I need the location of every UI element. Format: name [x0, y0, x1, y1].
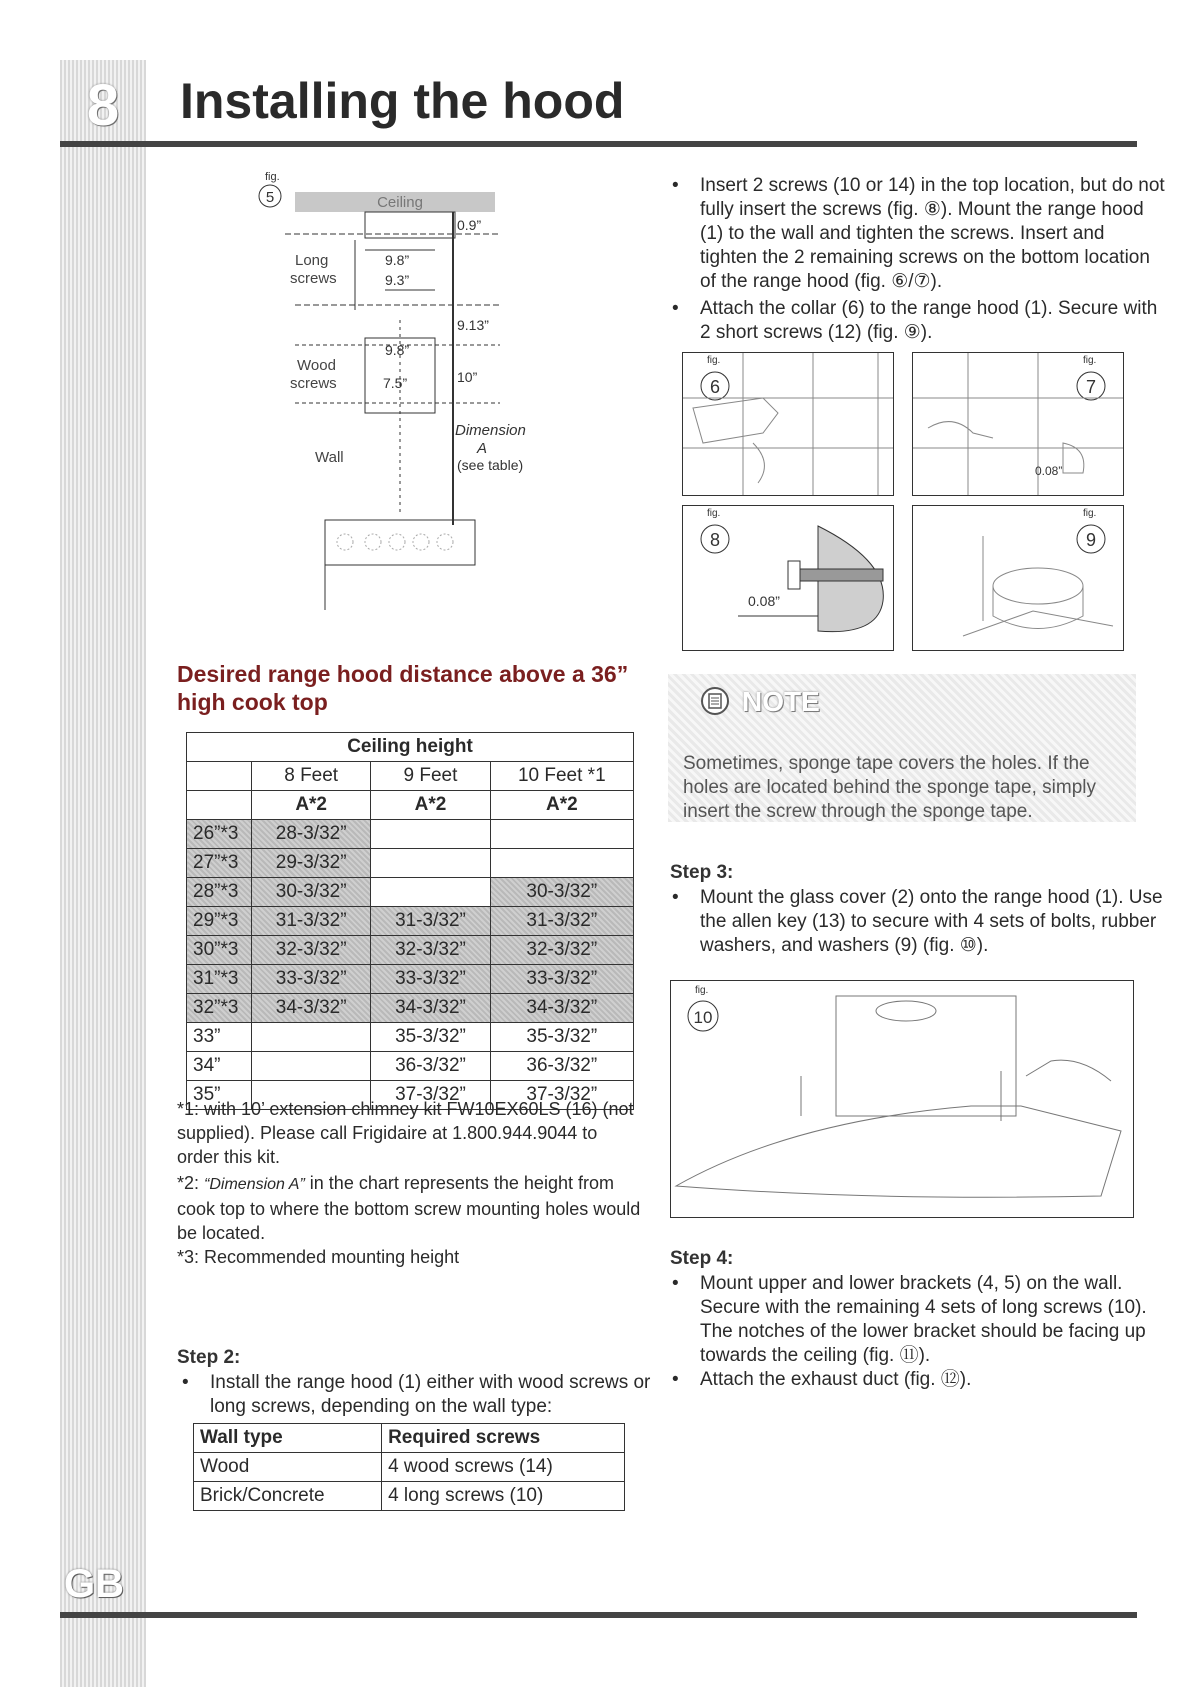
note-title: NOTE	[742, 686, 820, 717]
fig8-label: fig.	[707, 508, 721, 519]
value-cell	[252, 1023, 371, 1052]
fig9-number: 9	[1085, 530, 1097, 550]
step4-title: Step 4:	[670, 1248, 734, 1269]
note-text: Sometimes, sponge tape covers the holes. If the holes are located behind the sponge tape, simply insert the screw through the sponge tape.	[683, 753, 1096, 822]
fig8-dim: 0.08”	[748, 593, 780, 609]
distance-table	[186, 732, 634, 1110]
fig10-label: fig.	[695, 985, 709, 996]
a-label: A*2	[490, 791, 633, 820]
table-row	[187, 994, 634, 1023]
value-cell: 34-3/32”	[252, 994, 371, 1023]
col-header: 10 Feet *1	[490, 762, 633, 791]
table-row	[187, 820, 634, 849]
dim-93: 9.3”	[385, 272, 410, 288]
page-title: Installing the hood	[180, 73, 625, 129]
value-cell	[371, 820, 490, 849]
fig10-glass-cover-illustration	[671, 981, 1133, 1217]
language-label: GB	[64, 1562, 124, 1606]
attach-collar-bullet: • Attach the collar (6) to the range hood (1). Secure with 2 short screws (12) (fig. ⑨).	[670, 297, 1165, 345]
step3-title: Step 3:	[670, 862, 734, 883]
height-cell: 32”*3	[187, 994, 252, 1023]
table-row	[187, 762, 634, 791]
table-row	[194, 1424, 625, 1453]
table-row	[194, 1453, 625, 1482]
note-icon	[700, 686, 730, 716]
col-header: 9 Feet	[371, 762, 490, 791]
footnote-2	[177, 1171, 642, 1245]
value-cell: 28-3/32”	[252, 820, 371, 849]
fig6-number: 6	[709, 377, 721, 397]
dimension-label-2: A	[477, 440, 488, 457]
table-row	[187, 1023, 634, 1052]
wall-label: Wall	[315, 449, 344, 466]
a-label: A*2	[252, 791, 371, 820]
table-row	[187, 791, 634, 820]
height-cell: 31”*3	[187, 965, 252, 994]
table-cell: Brick/Concrete	[194, 1482, 382, 1511]
table-cell: 4 wood screws (14)	[382, 1453, 625, 1482]
value-cell: 32-3/32”	[371, 936, 490, 965]
table-cell: Wood	[194, 1453, 382, 1482]
value-cell	[371, 849, 490, 878]
a-label: A*2	[371, 791, 490, 820]
footnote-1: *1: with 10’ extension chimney kit FW10EX60LS (16) (not supplied). Please call Frigidaire at 1.800.944.9044 to order this kit.	[177, 1099, 634, 1167]
table-row	[187, 907, 634, 936]
footnote-2-prefix: *2:	[177, 1173, 205, 1193]
dimension-label-1: Dimension	[455, 422, 526, 439]
table-row	[187, 965, 634, 994]
height-cell: 26”*3	[187, 820, 252, 849]
value-cell: 33-3/32”	[490, 965, 633, 994]
table-row	[187, 936, 634, 965]
fig5-number: 5	[265, 189, 275, 206]
fig7-screwdriver-illustration	[913, 353, 1123, 495]
dim-09: 0.9”	[457, 217, 482, 233]
fig9-collar-illustration	[913, 506, 1123, 650]
fig9-panel	[912, 505, 1124, 651]
table-row	[187, 733, 634, 762]
wood-screws-1: Wood	[297, 357, 336, 374]
ceiling-label: Ceiling	[377, 194, 423, 211]
distance-heading: Desired range hood distance above a 36” high cook top	[177, 661, 629, 715]
dim-98-top: 9.8”	[385, 252, 410, 268]
wall-type-header: Wall type	[194, 1424, 382, 1453]
value-cell: 34-3/32”	[490, 994, 633, 1023]
long-screws-1: Long	[295, 252, 329, 269]
value-cell: 32-3/32”	[252, 936, 371, 965]
value-cell: 37-3/32”	[371, 1081, 490, 1110]
footnote-3: *3: Recommended mounting height	[177, 1247, 460, 1267]
fig5-dimension-diagram	[235, 170, 595, 620]
value-cell: 34-3/32”	[371, 994, 490, 1023]
height-cell: 33”	[187, 1023, 252, 1052]
long-screws-2: screws	[290, 270, 337, 287]
table-row	[187, 1052, 634, 1081]
height-cell: 27”*3	[187, 849, 252, 878]
dim-10: 10”	[457, 369, 478, 385]
value-cell: 33-3/32”	[252, 965, 371, 994]
fig8-number: 8	[709, 530, 721, 550]
insert-screws-bullet: • Insert 2 screws (10 or 14) in the top location, but do not fully insert the screws (fig. ⑧). Mount the range hood (1) to the wall and tighten the screws. Insert and tighten the 2 remaining screws on the bottom location of the range hood (fig. ⑥/⑦).	[670, 174, 1165, 294]
value-cell	[490, 820, 633, 849]
sidebar-band	[60, 60, 146, 1687]
fig9-label: fig.	[1083, 508, 1097, 519]
value-cell: 36-3/32”	[371, 1052, 490, 1081]
table-row	[194, 1482, 625, 1511]
dim-75: 7.5”	[383, 375, 408, 391]
height-cell: 30”*3	[187, 936, 252, 965]
table-row	[187, 849, 634, 878]
dim-913: 9.13”	[457, 317, 489, 333]
fig10-panel	[670, 980, 1134, 1218]
fig7-dim: 0.08”	[1035, 464, 1063, 478]
step2-title: Step 2:	[177, 1347, 241, 1368]
value-cell: 37-3/32”	[490, 1081, 633, 1110]
value-cell: 33-3/32”	[371, 965, 490, 994]
value-cell: 30-3/32”	[252, 878, 371, 907]
value-cell: 31-3/32”	[490, 907, 633, 936]
col-header: 8 Feet	[252, 762, 371, 791]
value-cell: 31-3/32”	[371, 907, 490, 936]
value-cell	[490, 849, 633, 878]
fig10-number: 10	[693, 1008, 713, 1027]
wall-type-table	[193, 1423, 625, 1511]
title-rule	[60, 141, 1137, 147]
value-cell	[252, 1052, 371, 1081]
see-table: (see table)	[457, 457, 524, 473]
step4-bullet-1: • Mount upper and lower brackets (4, 5) on the wall. Secure with the remaining 4 sets of long screws (10). The notches of the lower bracket should be facing up towards the ceiling (fig. ⑪).	[670, 1272, 1165, 1368]
step2-bullet: • Install the range hood (1) either with wood screws or long screws, depending on the wall type:	[180, 1371, 670, 1419]
required-screws-header: Required screws	[382, 1424, 625, 1453]
step4-bullet-2: • Attach the exhaust duct (fig. ⑫).	[670, 1368, 1165, 1392]
fig7-label: fig.	[1083, 355, 1097, 366]
fig6-drill-illustration	[683, 353, 893, 495]
value-cell: 36-3/32”	[490, 1052, 633, 1081]
value-cell: 29-3/32”	[252, 849, 371, 878]
bottom-rule	[60, 1612, 1137, 1618]
value-cell: 35-3/32”	[490, 1023, 633, 1052]
table-cell: 4 long screws (10)	[382, 1482, 625, 1511]
step3-bullet: • Mount the glass cover (2) onto the range hood (1). Use the allen key (13) to secure with 4 sets of bolts, rubber washers, and washers (9) (fig. ⑩).	[670, 886, 1165, 958]
fig6-label: fig.	[707, 355, 721, 366]
value-cell: 35-3/32”	[371, 1023, 490, 1052]
table-row	[187, 878, 634, 907]
height-cell: 34”	[187, 1052, 252, 1081]
ceiling-height-header: Ceiling height	[187, 733, 634, 762]
value-cell: 32-3/32”	[490, 936, 633, 965]
fig5-fig-label: fig.	[265, 171, 280, 183]
wood-screws-2: screws	[290, 375, 337, 392]
height-cell: 35”	[187, 1081, 252, 1110]
fig6-panel	[682, 352, 894, 496]
fig8-panel	[682, 505, 894, 651]
chapter-number: 8	[86, 73, 120, 138]
value-cell: 30-3/32”	[490, 878, 633, 907]
fig8-screw-illustration	[683, 506, 893, 650]
height-cell: 29”*3	[187, 907, 252, 936]
fig7-number: 7	[1085, 377, 1097, 397]
value-cell	[371, 878, 490, 907]
value-cell: 31-3/32”	[252, 907, 371, 936]
footnote-2-rest: in the chart represents the height from cook top to where the bottom screw mounting holes would be located.	[177, 1173, 641, 1243]
fig7-panel	[912, 352, 1124, 496]
height-cell: 28”*3	[187, 878, 252, 907]
footnote-2-italic: “Dimension A”	[204, 1176, 305, 1193]
dim-98-bottom: 9.8”	[385, 342, 410, 358]
